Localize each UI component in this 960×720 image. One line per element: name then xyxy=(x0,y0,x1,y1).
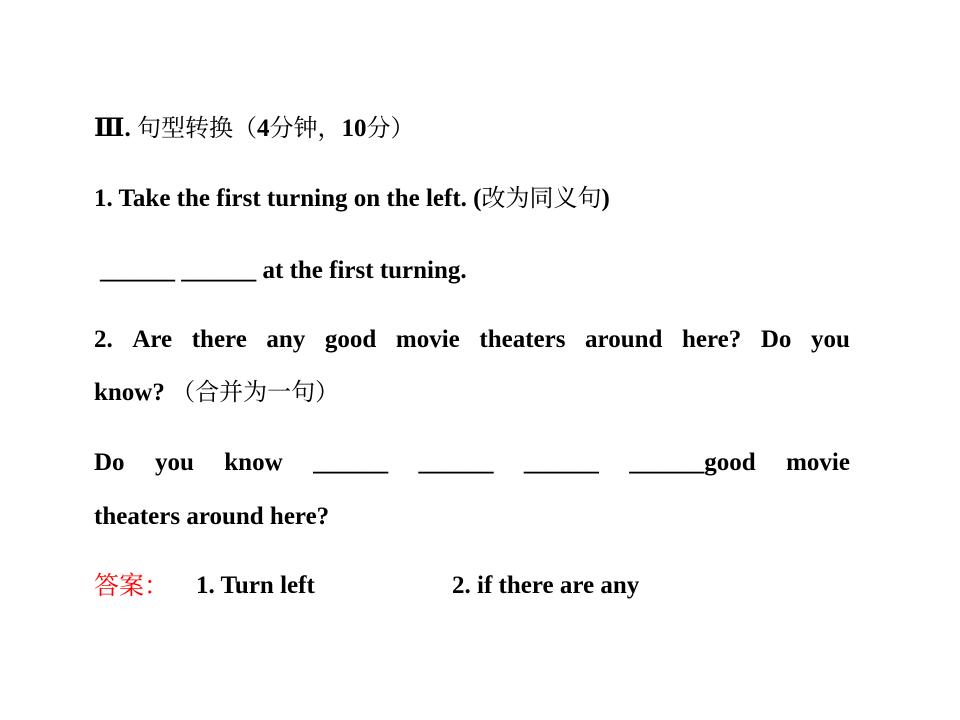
question-2-line-1-word: Do xyxy=(760,326,792,353)
question-2-line-1-word: theaters xyxy=(479,326,566,353)
question-2-line-3-word: ______ xyxy=(313,449,389,476)
answer-row xyxy=(94,571,640,600)
question-2-line-3-word: you xyxy=(154,449,194,476)
question-2-line-2 xyxy=(94,380,339,405)
answer-1: 1. Turn left xyxy=(196,572,315,599)
question-2-line-2-text: know? xyxy=(94,379,172,406)
question-2-line-1-word: 2. xyxy=(94,326,113,353)
question-2-note: （合并为一句） xyxy=(171,378,340,406)
question-2-line-3-word: know xyxy=(224,449,283,476)
section-points-unit: 分） xyxy=(366,114,415,142)
question-2-line-1-word: Are xyxy=(132,326,173,353)
section-minutes-unit: 分钟， xyxy=(269,114,342,142)
answer-label: 答案： xyxy=(94,571,170,600)
question-1-answer-line: ______ ______ at the first turning. xyxy=(100,257,467,284)
question-2-line-3-word: movie xyxy=(786,449,850,476)
section-heading xyxy=(94,116,414,141)
question-2-line-1-word: there xyxy=(191,326,247,353)
answer-2: 2. if there are any xyxy=(452,572,640,599)
question-2-line-1-word: you xyxy=(811,326,850,353)
question-1-note: 改为同义句 xyxy=(481,184,602,212)
question-1-close: ) xyxy=(601,185,610,212)
question-2-line-1-word: good xyxy=(324,326,377,353)
question-1-text: 1. Take the first turning on the left. ( xyxy=(94,185,482,212)
section-points: 10 xyxy=(341,115,367,142)
question-2-line-3-word: Do xyxy=(94,449,125,476)
section-numeral: Ⅲ. xyxy=(94,115,131,142)
question-2-line-3-word: ______ xyxy=(418,449,494,476)
question-2-line-1-word: here? xyxy=(682,326,742,353)
question-2-line-1-word: movie xyxy=(395,326,460,353)
question-2-line-3-word: ______ xyxy=(523,449,599,476)
question-2-line-1-word: any xyxy=(266,326,306,353)
question-2-line-1 xyxy=(94,327,850,352)
question-2-line-3-word: ______good xyxy=(629,449,756,476)
question-1 xyxy=(94,186,610,211)
section-title-prefix: 句型转换（ xyxy=(136,114,257,142)
question-2-line-1-word: around xyxy=(585,326,663,353)
question-2-line-4: theaters around here? xyxy=(94,503,330,530)
section-minutes: 4 xyxy=(256,115,270,142)
question-2-line-3 xyxy=(94,450,850,475)
